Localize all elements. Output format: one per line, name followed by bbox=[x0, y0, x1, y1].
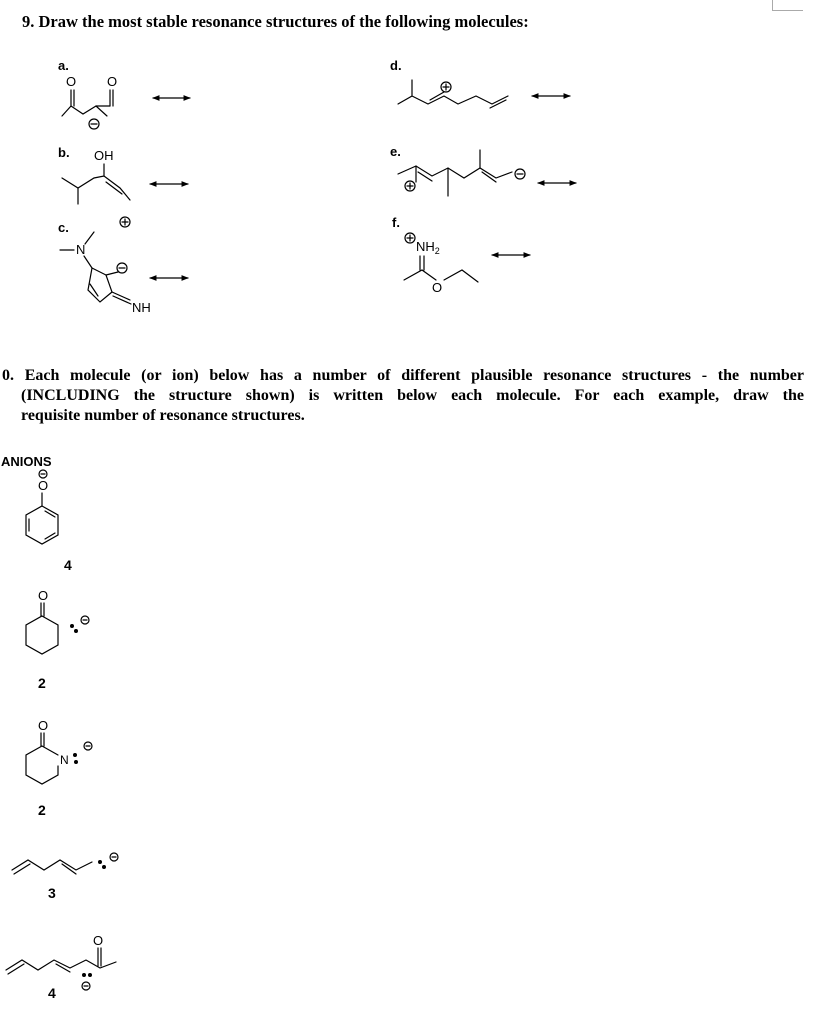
molecule-f bbox=[392, 215, 530, 295]
aromatic-double-bonds bbox=[29, 511, 55, 539]
oxygen-label: O bbox=[38, 588, 49, 603]
imine-double-bond bbox=[112, 292, 131, 304]
part-d-label: d. bbox=[390, 58, 402, 73]
oxygen-label: O bbox=[93, 933, 104, 948]
resonance-count: 4 bbox=[48, 985, 56, 1001]
part-e-label: e. bbox=[390, 144, 401, 159]
lone-pair-dot bbox=[89, 974, 92, 977]
oxygen-label: O bbox=[432, 280, 443, 295]
double-bond-line bbox=[56, 964, 70, 972]
lactam-anion bbox=[26, 718, 92, 818]
chain-bond bbox=[12, 860, 92, 870]
carbonyl-bond bbox=[41, 603, 44, 616]
lone-pair-dot bbox=[83, 974, 86, 977]
resonance-count: 4 bbox=[64, 557, 72, 573]
double-bond-line bbox=[8, 964, 24, 974]
oxygen-label: O bbox=[38, 718, 49, 733]
question-10-line-3: requisite number of resonance structures. bbox=[21, 407, 305, 424]
cyclopentene-ring bbox=[88, 268, 112, 302]
bond bbox=[106, 272, 118, 275]
nitrogen-label: N bbox=[76, 242, 86, 257]
part-b-label: b. bbox=[58, 145, 70, 160]
chain-bond bbox=[404, 270, 436, 280]
lone-pair-dot bbox=[75, 761, 78, 764]
resonance-count: 2 bbox=[38, 675, 46, 691]
hydroxyl-label: OH bbox=[94, 148, 114, 163]
double-bond-line bbox=[418, 172, 432, 181]
molecule-d bbox=[390, 58, 570, 108]
bond bbox=[85, 232, 94, 244]
chain-bond bbox=[398, 166, 512, 178]
lone-pair-dot bbox=[99, 861, 102, 864]
molecule-a bbox=[58, 58, 190, 129]
molecule-b bbox=[58, 145, 188, 227]
lone-pair-dot bbox=[71, 625, 74, 628]
resonance-count: 3 bbox=[48, 885, 56, 901]
double-bond-line bbox=[90, 284, 98, 296]
carbonyl-bond bbox=[71, 90, 74, 106]
pentadienyl-anion bbox=[12, 853, 118, 901]
chain-bond bbox=[62, 106, 107, 116]
lone-pair-dot bbox=[103, 866, 106, 869]
double-bond-line bbox=[14, 864, 30, 874]
piperidine-ring bbox=[26, 746, 58, 784]
chain-bond bbox=[62, 176, 130, 200]
oxygen-label: O bbox=[66, 74, 77, 89]
phenoxide-anion bbox=[26, 470, 72, 573]
benzene-ring bbox=[26, 506, 58, 544]
dienyl-ketone-anion bbox=[6, 933, 116, 1001]
part-f-label: f. bbox=[392, 215, 400, 230]
carbonyl-bond bbox=[98, 948, 101, 966]
nitrogen-label: N bbox=[60, 753, 69, 767]
molecule-c bbox=[58, 220, 188, 315]
carbonyl-bond bbox=[110, 90, 113, 106]
oxygen-label: O bbox=[38, 478, 49, 493]
cyclohexanone-enolate-anion bbox=[26, 588, 89, 691]
plus-sign bbox=[407, 235, 413, 241]
question-9-title: 9. Draw the most stable resonance structures of the following molecules: bbox=[22, 12, 529, 31]
part-c-label: c. bbox=[58, 220, 69, 235]
anions-heading: ANIONS bbox=[1, 454, 52, 469]
plus-sign bbox=[443, 84, 449, 90]
bond bbox=[84, 256, 92, 268]
chain-bond bbox=[398, 80, 508, 104]
oxygen-label: O bbox=[107, 74, 118, 89]
molecule-e bbox=[390, 144, 576, 196]
question-10-line-2: (INCLUDING the structure shown) is written below each molecule. For each example, draw the bbox=[21, 387, 804, 404]
carbonyl-bond bbox=[41, 733, 44, 746]
double-bond-line bbox=[430, 92, 444, 100]
plus-sign bbox=[407, 183, 413, 189]
amine-label: $NH_2$ bbox=[416, 239, 440, 256]
ethyl-chain bbox=[444, 270, 478, 282]
question-10-line-1: 0. Each molecule (or ion) below has a number of different plausible resonance structures - the number bbox=[2, 367, 804, 384]
imine-label: NH bbox=[132, 300, 151, 315]
lone-pair-dot bbox=[74, 754, 77, 757]
part-a-label: a. bbox=[58, 58, 69, 73]
lone-pair-dot bbox=[75, 630, 78, 633]
plus-sign bbox=[122, 219, 128, 225]
cyclohexane-ring bbox=[26, 616, 58, 654]
iminium-double-bond bbox=[420, 256, 424, 270]
resonance-count: 2 bbox=[38, 802, 46, 818]
